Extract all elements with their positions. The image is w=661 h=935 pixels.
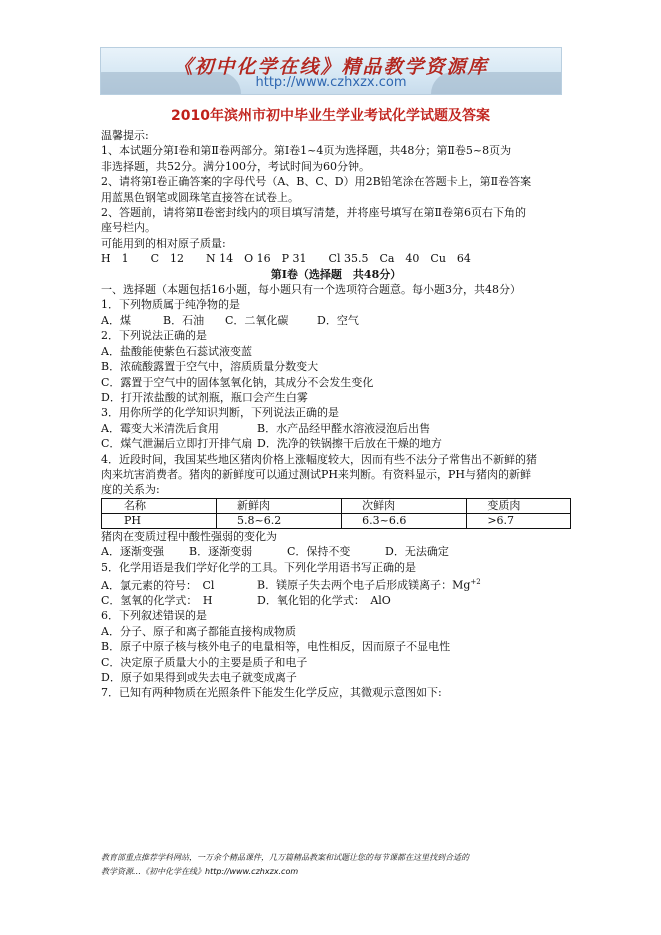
table-header-cell: 名称 [102, 498, 217, 513]
tips-heading: 温馨提示: [101, 129, 149, 142]
option-b-text: B．镁原子失去两个电子后形成镁离子：Mg [257, 578, 471, 592]
option-a: A．分子、原子和离子都能直接构成物质 [101, 624, 296, 638]
option-a: A．煤 [101, 313, 131, 327]
atomic-mass-heading: 可能用到的相对原子质量: [101, 236, 226, 250]
option-d: D．无法确定 [385, 545, 449, 559]
question-7-stem: 7．已知有两种物质在光照条件下能发生化学反应，其微观示意图如下: [101, 686, 442, 700]
question-5-options-cd [101, 593, 571, 608]
option-b: B．原子中原子核与核外电子的电量相等，电性相反，因而原子不显电性 [101, 640, 451, 654]
question-3-stem: 3．用你所学的化学知识判断，下列说法正确的是 [101, 406, 339, 420]
option-b [257, 575, 481, 593]
option-a: A．逐渐变强 [101, 545, 164, 559]
option-d: D．洗净的铁锅擦干后放在干燥的地方 [257, 437, 442, 451]
footer-line: 教学资源…《初中化学在线》http://www.czhxzx.com [101, 867, 299, 876]
option-b: B．石油 [163, 313, 205, 327]
question-4-stem: 肉来坑害消费者。猪肉的新鲜度可以通过测试PH来判断。有资料显示，PH与猪肉的新鲜 [101, 467, 531, 481]
option-c: C．露置于空气中的固体氢氧化钠，其成分不会发生变化 [101, 375, 374, 389]
table-header-row [102, 498, 571, 513]
ph-freshness-table [101, 498, 571, 529]
option-a: A．氯元素的符号： Cl [101, 578, 215, 592]
question-1-stem: 1．下列物质属于纯净物的是 [101, 298, 240, 312]
table-header-cell: 次鲜肉 [342, 498, 467, 513]
atomic-mass-list: H 1 C 12 N 14 O 16 P 31 Cl 35.5 Ca 40 Cu 64 [101, 252, 471, 266]
footer-line: 教育部重点推荐学科网站，一万余个精品课件，几万篇精品教案和试题让您的每节课都在这里找到合适的 [101, 853, 469, 862]
table-header-cell: 变质肉 [467, 498, 571, 513]
table-cell: >6.7 [467, 513, 571, 528]
charge-superscript: +2 [470, 577, 481, 586]
table-row [102, 513, 571, 528]
option-d: D．空气 [317, 313, 359, 327]
banner-url[interactable]: http://www.czhxzx.com [255, 75, 407, 90]
question-5-options-ab [101, 575, 571, 593]
tip-line: 非选择题，共52分。满分100分，考试时间为60分钟。 [101, 159, 370, 173]
tip-line: 2、请将第Ⅰ卷正确答案的字母代号（A、B、C、D）用2B铅笔涂在答题卡上，第Ⅱ卷答案 [101, 175, 532, 189]
page-footer [101, 851, 571, 879]
option-d: D．原子如果得到或失去电子就变成离子 [101, 671, 297, 685]
question-4-stem: 4．近段时间，我国某些地区猪肉价格上涨幅度较大，因而有些不法分子常售出不新鲜的猪 [101, 452, 537, 466]
option-c: C．煤气泄漏后立即打开排气扇 [101, 437, 253, 451]
question-3-options-ab [101, 421, 571, 436]
question-4-stem: 度的关系为: [101, 483, 160, 497]
table-header-cell: 新鲜肉 [217, 498, 342, 513]
option-b: B．浓硫酸露置于空气中，溶质质量分数变大 [101, 360, 319, 374]
question-4-options [101, 544, 571, 559]
table-cell: 6.3~6.6 [342, 513, 467, 528]
option-a: A．霉变大米清洗后食用 [101, 421, 219, 435]
table-cell: PH [102, 513, 217, 528]
document-title: 2010年滨州市初中毕业生学业考试化学试题及答案 [171, 108, 490, 124]
question-1-options [101, 313, 571, 328]
option-c: C．决定原子质量大小的主要是质子和电子 [101, 655, 308, 669]
question-6-stem: 6．下列叙述错误的是 [101, 609, 207, 623]
question-4-followup: 猪肉在变质过程中酸性强弱的变化为 [101, 529, 277, 543]
option-c: C．保持不变 [287, 545, 351, 559]
exam-content [101, 128, 571, 701]
banner-title: 《初中化学在线》精品教学资源库 [173, 56, 489, 78]
option-c: C．氢氧的化学式： H [101, 594, 213, 608]
section-title: 第Ⅰ卷（选择题 共48分） [270, 267, 402, 281]
header-banner [100, 47, 562, 95]
tip-line: 2、答题前，请将第Ⅱ卷密封线内的项目填写清楚，并将座号填写在第Ⅱ卷第6页右下角的 [101, 206, 526, 220]
option-a: A．盐酸能使紫色石蕊试液变蓝 [101, 344, 252, 358]
question-5-stem: 5．化学用语是我们学好化学的工具。下列化学用语书写正确的是 [101, 560, 416, 574]
tip-line: 1、本试题分第Ⅰ卷和第Ⅱ卷两部分。第Ⅰ卷1~4页为选择题，共48分；第Ⅱ卷5~8页为 [101, 144, 512, 158]
option-b: B．逐渐变弱 [189, 545, 253, 559]
section-intro: 一、选择题（本题包括16小题，每小题只有一个选项符合题意。每小题3分，共48分） [101, 283, 521, 297]
option-d: D．氧化铝的化学式： AlO [257, 594, 391, 608]
option-c: C．二氧化碳 [225, 313, 289, 327]
option-d: D．打开浓盐酸的试剂瓶，瓶口会产生白雾 [101, 390, 308, 404]
table-cell: 5.8~6.2 [217, 513, 342, 528]
question-2-stem: 2．下列说法正确的是 [101, 329, 207, 343]
tip-line: 座号栏内。 [101, 221, 156, 235]
tip-line: 用蓝黑色钢笔或圆珠笔直接答在试卷上。 [101, 190, 299, 204]
option-b: B．水产品经甲醛水溶液浸泡后出售 [257, 421, 431, 435]
question-3-options-cd [101, 436, 571, 451]
